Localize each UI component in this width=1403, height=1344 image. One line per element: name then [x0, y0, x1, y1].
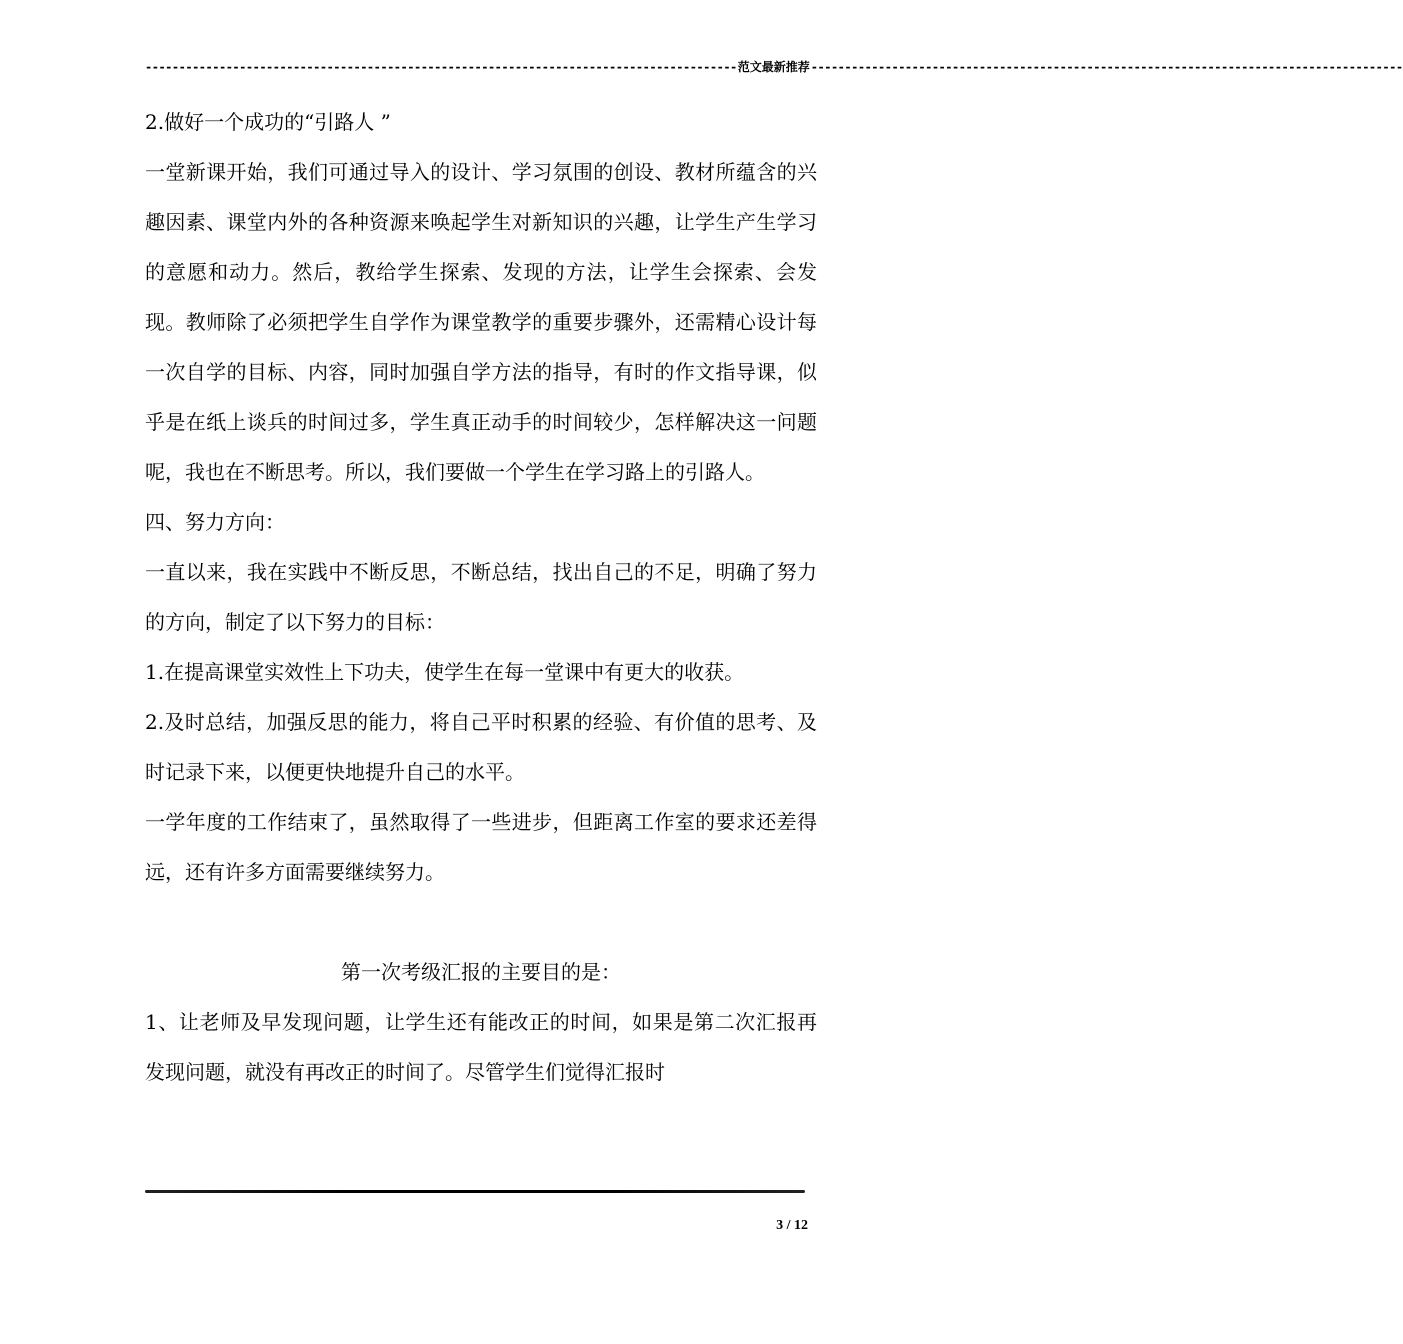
document-body — [145, 97, 817, 1097]
page-header — [145, 58, 1403, 75]
footer-rule — [145, 1190, 805, 1193]
page-number: 3 / 12 — [776, 1218, 808, 1233]
paragraph-conclusion: 一学年度的工作结束了，虽然取得了一些进步，但距离工作室的要求还差得远，还有许多方面需要继续努力。 — [145, 810, 817, 884]
goal-item-1: 1.在提高课堂实效性上下功夫，使学生在每一堂课中有更大的收获。 — [145, 660, 745, 684]
subheading-guide: 2.做好一个成功的“引路人 ” — [145, 110, 391, 134]
goal-item-2: 2.及时总结，加强反思的能力，将自己平时积累的经验、有价值的思考、及时记录下来，以便更快地提升自己的水平。 — [145, 710, 817, 784]
header-left-dashes: ---------------------------------------------------------------------------------------- — [145, 59, 737, 74]
header-right-dashes: ---------------------------------------------------------------------------------------- — [810, 59, 1403, 74]
section-title: 第一次考级汇报的主要目的是： — [341, 960, 621, 984]
paragraph-direction-intro: 一直以来，我在实践中不断反思，不断总结，找出自己的不足，明确了努力的方向，制定了以下努力的目标： — [145, 560, 817, 634]
paragraph-guide-body: 一堂新课开始，我们可通过导入的设计、学习氛围的创设、教材所蕴含的兴趣因素、课堂内外的各种资源来唤起学生对新知识的兴趣，让学生产生学习的意愿和动力。然后，教给学生探索、发现的方法，让学生会探索、会发现。教师除了必须把学生自学作为课堂教学的重要步骤外，还需精心设计每一次自学的目标、内容，同时加强自学方法的指导，有时的作文指导课，似乎是在纸上谈兵的时间过多，学生真正动手的时间较少，怎样解决这一问题呢，我也在不断思考。所以，我们要做一个学生在学习路上的引路人。 — [145, 160, 817, 484]
section-heading-direction: 四、努力方向： — [145, 510, 285, 534]
paragraph-purpose-1: 1、让老师及早发现问题，让学生还有能改正的时间，如果是第二次汇报再发现问题，就没有再改正的时间了。尽管学生们觉得汇报时 — [145, 1010, 817, 1084]
header-title: 范文最新推荐 — [737, 60, 810, 74]
